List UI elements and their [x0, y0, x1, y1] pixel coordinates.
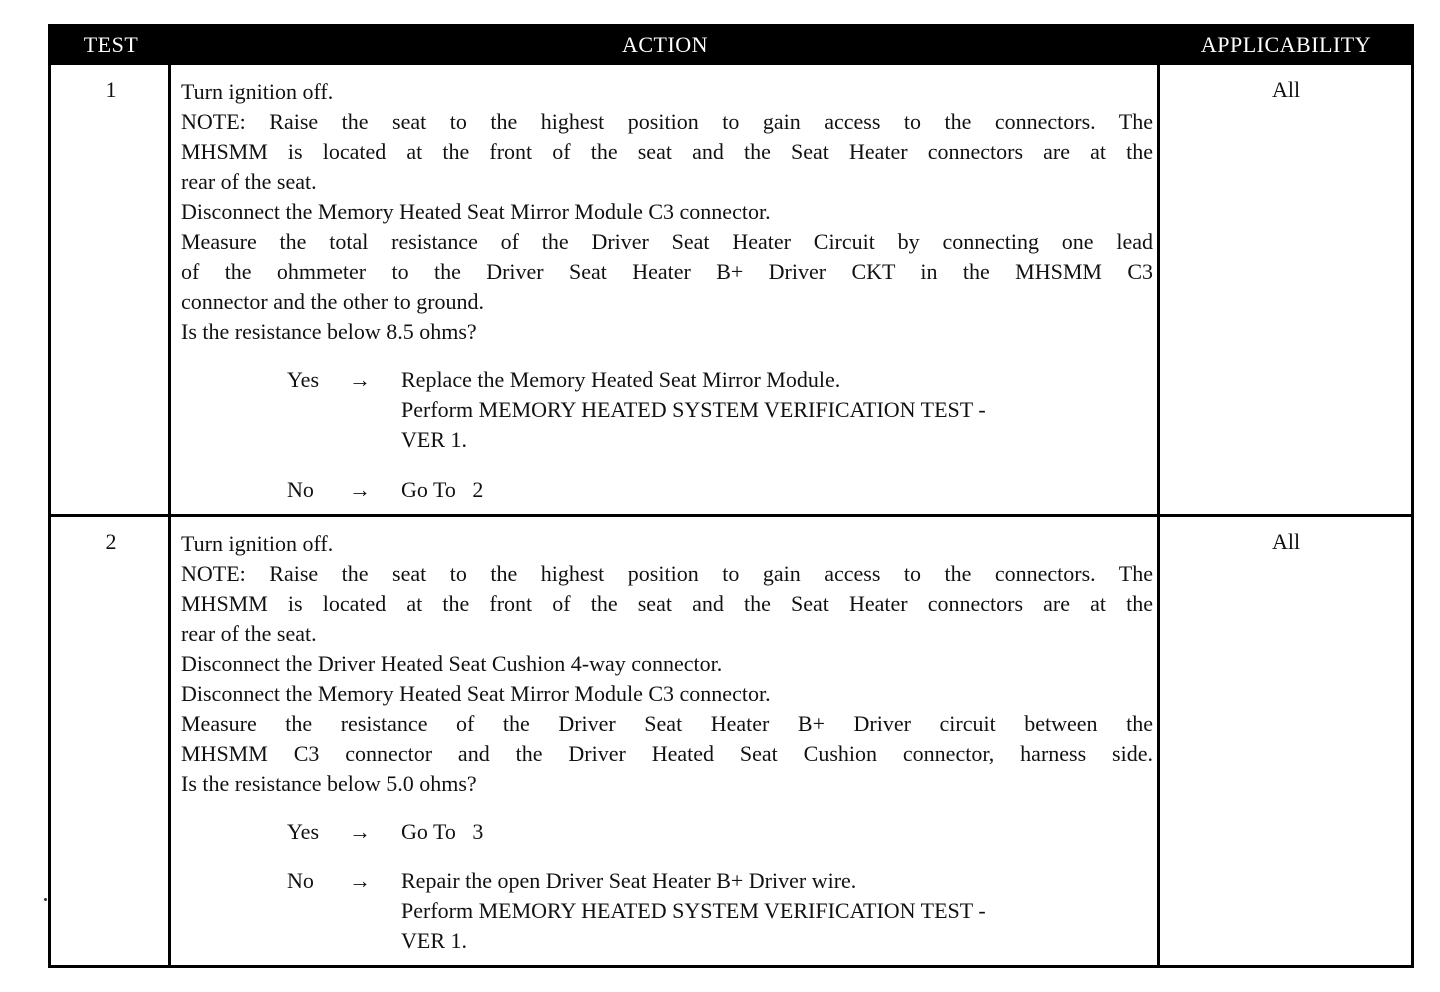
action-line: MHSMM is located at the front of the seat and the Seat Heater connectors are at the — [181, 591, 1153, 616]
action-line: Turn ignition off. — [181, 531, 334, 556]
applicability-value: All — [1271, 77, 1301, 102]
action-line: Disconnect the Memory Heated Seat Mirror Module C3 connector. — [181, 199, 771, 224]
scan-speck — [44, 898, 47, 901]
no-text — [401, 475, 1161, 505]
action-line: connector and the other to ground. — [181, 289, 485, 314]
action-line: rear of the seat. — [181, 169, 317, 194]
action-text — [181, 529, 1153, 799]
action-line: Turn ignition off. — [181, 79, 334, 104]
arrow-icon: → — [349, 477, 371, 502]
table-header — [51, 27, 1411, 65]
result-line: Replace the Memory Heated Seat Mirror Module. — [401, 367, 841, 392]
header-applicability: APPLICABILITY — [1200, 32, 1372, 57]
action-line: Measure the resistance of the Driver Seat Heater B+ Driver circuit between the — [181, 711, 1153, 736]
table-row — [51, 517, 1411, 965]
action-line: NOTE: Raise the seat to the highest position to gain access to the connectors. The — [181, 109, 1153, 134]
diagnostic-table — [48, 24, 1414, 968]
arrow-icon: → — [349, 868, 371, 893]
result-line: Perform MEMORY HEATED SYSTEM VERIFICATION TEST - — [401, 397, 986, 422]
applicability-value: All — [1271, 529, 1301, 554]
no-text — [401, 866, 1161, 956]
no-label: No — [287, 477, 314, 502]
action-text — [181, 77, 1153, 347]
test-number: 1 — [105, 77, 117, 102]
result-line: Go To 3 — [401, 819, 484, 844]
action-line: MHSMM C3 connector and the Driver Heated Seat Cushion connector, harness side. — [181, 741, 1153, 766]
result-line: VER 1. — [401, 427, 467, 452]
yes-label: Yes — [287, 367, 320, 392]
action-line: NOTE: Raise the seat to the highest position to gain access to the connectors. The — [181, 561, 1153, 586]
yes-text — [401, 817, 1161, 847]
action-line: rear of the seat. — [181, 621, 317, 646]
result-line: VER 1. — [401, 928, 467, 953]
action-line: Disconnect the Memory Heated Seat Mirror Module C3 connector. — [181, 681, 771, 706]
test-number: 2 — [105, 529, 117, 554]
action-line: Disconnect the Driver Heated Seat Cushion 4-way connector. — [181, 651, 723, 676]
arrow-icon: → — [349, 819, 371, 844]
yes-text — [401, 365, 1161, 455]
header-test: TEST — [83, 32, 139, 57]
action-line: Is the resistance below 5.0 ohms? — [181, 771, 477, 796]
result-line: Repair the open Driver Seat Heater B+ Driver wire. — [401, 868, 857, 893]
no-label: No — [287, 868, 314, 893]
result-line: Perform MEMORY HEATED SYSTEM VERIFICATION TEST - — [401, 898, 986, 923]
action-line: Is the resistance below 8.5 ohms? — [181, 319, 477, 344]
action-line: of the ohmmeter to the Driver Seat Heater B+ Driver CKT in the MHSMM C3 — [181, 259, 1153, 284]
result-line: Go To 2 — [401, 477, 484, 502]
header-action: ACTION — [621, 32, 709, 57]
table-row — [51, 65, 1411, 514]
action-line: Measure the total resistance of the Driver Seat Heater Circuit by connecting one lead — [181, 229, 1153, 254]
yes-label: Yes — [287, 819, 320, 844]
arrow-icon: → — [349, 367, 371, 392]
action-line: MHSMM is located at the front of the seat and the Seat Heater connectors are at the — [181, 139, 1153, 164]
